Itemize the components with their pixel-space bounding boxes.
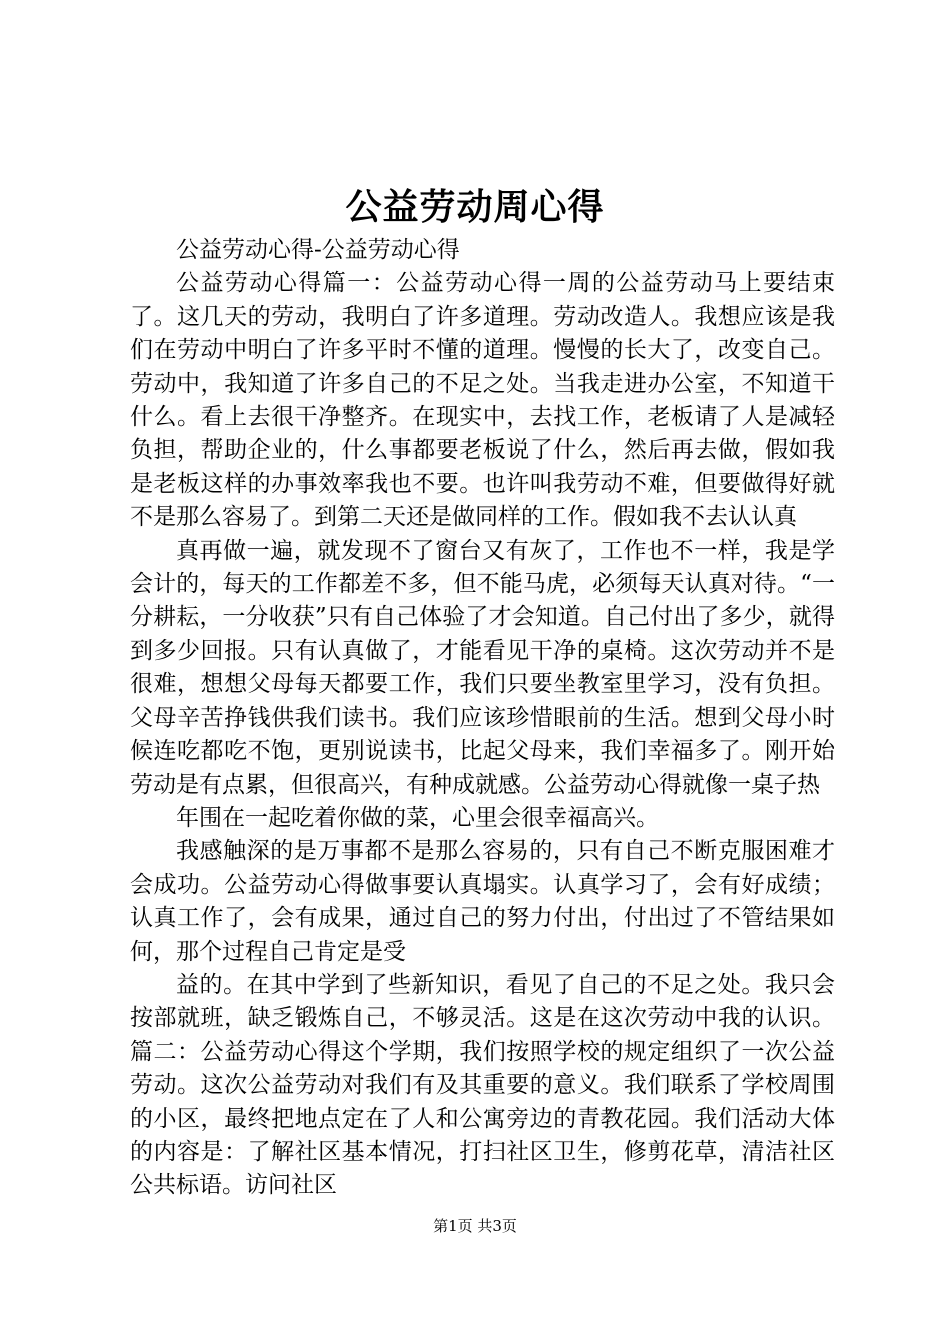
paragraph: 我感触深的是万事都不是那么容易的，只有自己不断克服困难才会成功。公益劳动心得做事要认真塌实。认真学习了，会有好成绩；认真工作了，会有成果，通过自己的努力付出，付出过了不管结果如何，那个过程自己肯定是受	[130, 838, 835, 965]
document-body	[130, 234, 835, 1203]
paragraph: 公益劳动心得-公益劳动心得	[176, 237, 460, 263]
paragraph: 益的。在其中学到了些新知识，看见了自己的不足之处。我只会按部就班，缺乏锻炼自己，不够灵活。这是在这次劳动中我的认识。篇二：公益劳动心得这个学期，我们按照学校的规定组织了一次公益劳动。这次公益劳动对我们有及其重要的意义。我们联系了学校周围的小区，最终把地点定在了人和公寓旁边的青教花园。我们活动大体的内容是：了解社区基本情况，打扫社区卫生，修剪花草，清洁社区公共标语。访问社区	[130, 971, 835, 1199]
document-title: 公益劳动周心得	[345, 186, 605, 228]
paragraph: 公益劳动心得篇一：公益劳动心得一周的公益劳动马上要结束了。这几天的劳动，我明白了许多道理。劳动改造人。我想应该是我们在劳动中明白了许多平时不懂的道理。慢慢的长大了，改变自己。劳动中，我知道了许多自己的不足之处。当我走进办公室，不知道干什么。看上去很干净整齐。在现实中，去找工作，老板请了人是减轻负担，帮助企业的，什么事都要老板说了什么，然后再去做，假如我是老板这样的办事效率我也不要。也许叫我劳动不难，但要做得好就不是那么容易了。到第二天还是做同样的工作。假如我不去认认真	[130, 270, 835, 531]
paragraph: 真再做一遍，就发现不了窗台又有灰了，工作也不一样，我是学会计的，每天的工作都差不多，但不能马虎，必须每天认真对待。“一分耕耘，一分收获”只有自己体验了才会知道。自己付出了多少，就得到多少回报。只有认真做了，才能看见干净的桌椅。这次劳动并不是很难，想想父母每天都要工作，我们只要坐教室里学习，没有负担。父母辛苦挣钱供我们读书。我们应该珍惜眼前的生活。想到父母小时候连吃都吃不饱，更别说读书，比起父母来，我们幸福多了。刚开始劳动是有点累，但很高兴，有种成就感。公益劳动心得就像一桌子热	[130, 537, 835, 798]
page-number-footer: 第1页 共3页	[433, 1217, 517, 1235]
paragraph: 年围在一起吃着你做的菜，心里会很幸福高兴。	[176, 804, 659, 831]
